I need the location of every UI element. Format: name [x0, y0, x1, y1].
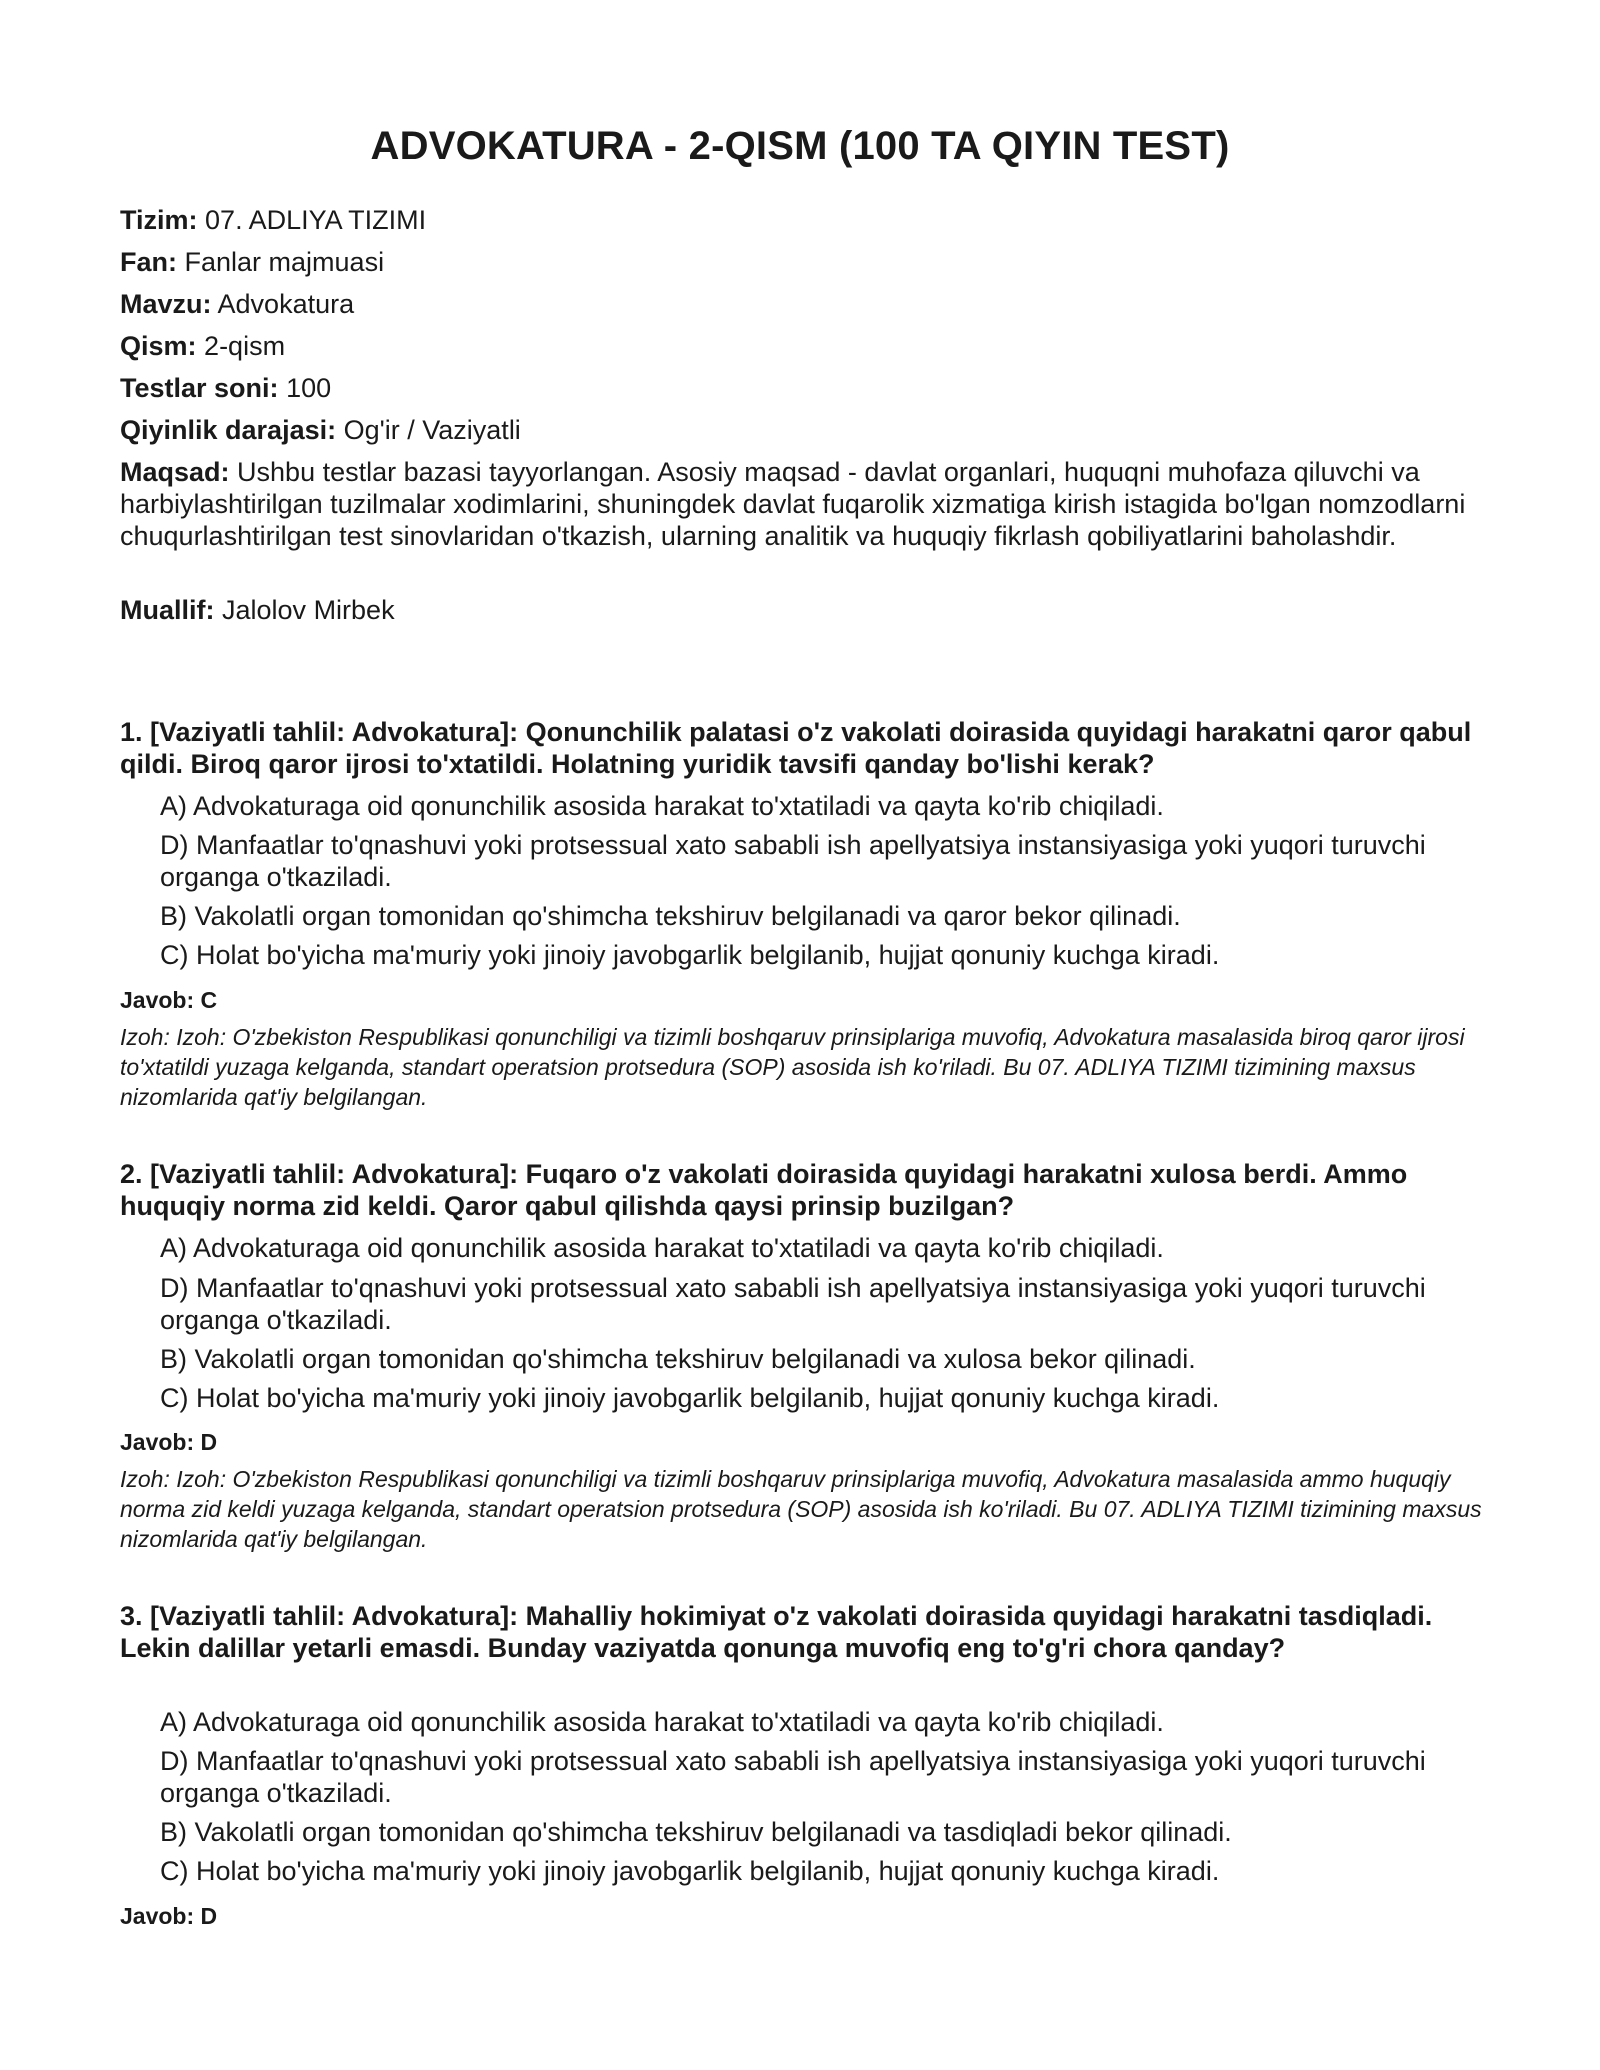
- meta-subject: [120, 246, 1500, 278]
- meta-label: Mavzu:: [120, 289, 212, 319]
- meta-author: [120, 594, 1500, 626]
- meta-value: Ushbu testlar bazasi tayyorlangan. Asosiy maqsad - davlat organlari, huquqni muhofaza qiluvchi va harbiylashtirilgan tuzilmalar xodimlarini, shuningdek davlat fuqarolik xizmatiga kirish istagida bo'lgan nomzodlarni chuqurlashtirilgan test sinovlaridan o'tkazish, ularning analitik va huquqiy fikrlash qobiliyatlarini baholashdir.: [120, 457, 1466, 551]
- meta-value: Advokatura: [217, 289, 355, 319]
- meta-value: Fanlar majmuasi: [184, 247, 385, 277]
- question-1-option-b: B) Vakolatli organ tomonidan qo'shimcha tekshiruv belgilanadi va qaror bekor qilinadi.: [160, 901, 1181, 931]
- question-2-option-b: B) Vakolatli organ tomonidan qo'shimcha tekshiruv belgilanadi va xulosa bekor qilinadi.: [160, 1344, 1196, 1374]
- question-3-option-b: B) Vakolatli organ tomonidan qo'shimcha tekshiruv belgilanadi va tasdiqladi bekor qilinadi.: [160, 1817, 1232, 1847]
- question-3-option-a: A) Advokaturaga oid qonunchilik asosida harakat to'xtatiladi va qayta ko'rib chiqiladi.: [160, 1707, 1164, 1737]
- meta-value: Jalolov Mirbek: [222, 595, 395, 625]
- meta-value: 2-qism: [204, 331, 286, 361]
- meta-difficulty: [120, 414, 1500, 446]
- meta-part: [120, 330, 1500, 362]
- question-3-option-c: C) Holat bo'yicha ma'muriy yoki jinoiy javobgarlik belgilanib, hujjat qonuniy kuchga kiradi.: [160, 1856, 1220, 1886]
- document-title: ADVOKATURA - 2-QISM (100 TA QIYIN TEST): [370, 124, 1230, 168]
- question-2-answer: Javob: D: [120, 1429, 218, 1455]
- question-2-option-d: D) Manfaatlar to'qnashuvi yoki protsessual xato sababli ish apellyatsiya instansiyasiga yoki yuqori turuvchi organga o'tkaziladi.: [160, 1273, 1426, 1335]
- meta-label: Testlar soni:: [120, 373, 279, 403]
- question-3-option-d: D) Manfaatlar to'qnashuvi yoki protsessual xato sababli ish apellyatsiya instansiyasiga yoki yuqori turuvchi organga o'tkaziladi.: [160, 1746, 1426, 1808]
- meta-label: Qism:: [120, 331, 197, 361]
- meta-label: Tizim:: [120, 205, 198, 235]
- question-3-title: 3. [Vaziyatli tahlil: Advokatura]: Mahalliy hokimiyat o'z vakolati doirasida quyidagi harakatni tasdiqladi. Lekin dalillar yetarli emasdi. Bunday vaziyatda qonunga muvofiq eng to'g'ri chora qanday?: [120, 1601, 1433, 1663]
- question-3-answer: Javob: D: [120, 1903, 218, 1929]
- meta-value: Og'ir / Vaziyatli: [343, 415, 521, 445]
- meta-topic: [120, 288, 1500, 320]
- question-1-option-d: D) Manfaatlar to'qnashuvi yoki protsessual xato sababli ish apellyatsiya instansiyasiga yoki yuqori turuvchi organga o'tkaziladi.: [160, 830, 1426, 892]
- meta-test-count: [120, 372, 1500, 404]
- meta-label: Muallif:: [120, 595, 215, 625]
- question-1-option-c: C) Holat bo'yicha ma'muriy yoki jinoiy javobgarlik belgilanib, hujjat qonuniy kuchga kiradi.: [160, 940, 1220, 970]
- question-1-option-a: A) Advokaturaga oid qonunchilik asosida harakat to'xtatiladi va qayta ko'rib chiqiladi.: [160, 791, 1164, 821]
- meta-label: Qiyinlik darajasi:: [120, 415, 337, 445]
- question-2-option-a: A) Advokaturaga oid qonunchilik asosida harakat to'xtatiladi va qayta ko'rib chiqiladi.: [160, 1233, 1164, 1263]
- meta-purpose: [120, 456, 1500, 552]
- meta-system: [120, 204, 1500, 236]
- question-2-title: 2. [Vaziyatli tahlil: Advokatura]: Fuqaro o'z vakolati doirasida quyidagi harakatni xulosa berdi. Ammo huquqiy norma zid keldi. Qaror qabul qilishda qaysi prinsip buzilgan?: [120, 1159, 1408, 1221]
- meta-value: 100: [286, 373, 332, 403]
- question-1-title: 1. [Vaziyatli tahlil: Advokatura]: Qonunchilik palatasi o'z vakolati doirasida quyidagi harakatni qaror qabul qildi. Biroq qaror ijrosi to'xtatildi. Holatning yuridik tavsifi qanday bo'lishi kerak?: [120, 717, 1472, 779]
- question-1-explanation: Izoh: Izoh: O'zbekiston Respublikasi qonunchiligi va tizimli boshqaruv prinsiplariga muvofiq, Advokatura masalasida biroq qaror ijrosi to'xtatildi yuzaga kelganda, standart operatsion protsedura (SOP) asosida ish ko'riladi. Bu 07. ADLIYA TIZIMI tizimining maxsus nizomlarida qat'iy belgilangan.: [120, 1024, 1465, 1110]
- meta-value: 07. ADLIYA TIZIMI: [205, 205, 427, 235]
- meta-label: Maqsad:: [120, 457, 230, 487]
- question-2-explanation: Izoh: Izoh: O'zbekiston Respublikasi qonunchiligi va tizimli boshqaruv prinsiplariga muvofiq, Advokatura masalasida ammo huquqiy norma zid keldi yuzaga kelganda, standart operatsion protsedura (SOP) asosida ish ko'riladi. Bu 07. ADLIYA TIZIMI tizimining maxsus nizomlarida qat'iy belgilangan.: [120, 1466, 1482, 1552]
- meta-label: Fan:: [120, 247, 177, 277]
- question-1-answer: Javob: C: [120, 987, 218, 1013]
- question-2-option-c: C) Holat bo'yicha ma'muriy yoki jinoiy javobgarlik belgilanib, hujjat qonuniy kuchga kiradi.: [160, 1383, 1220, 1413]
